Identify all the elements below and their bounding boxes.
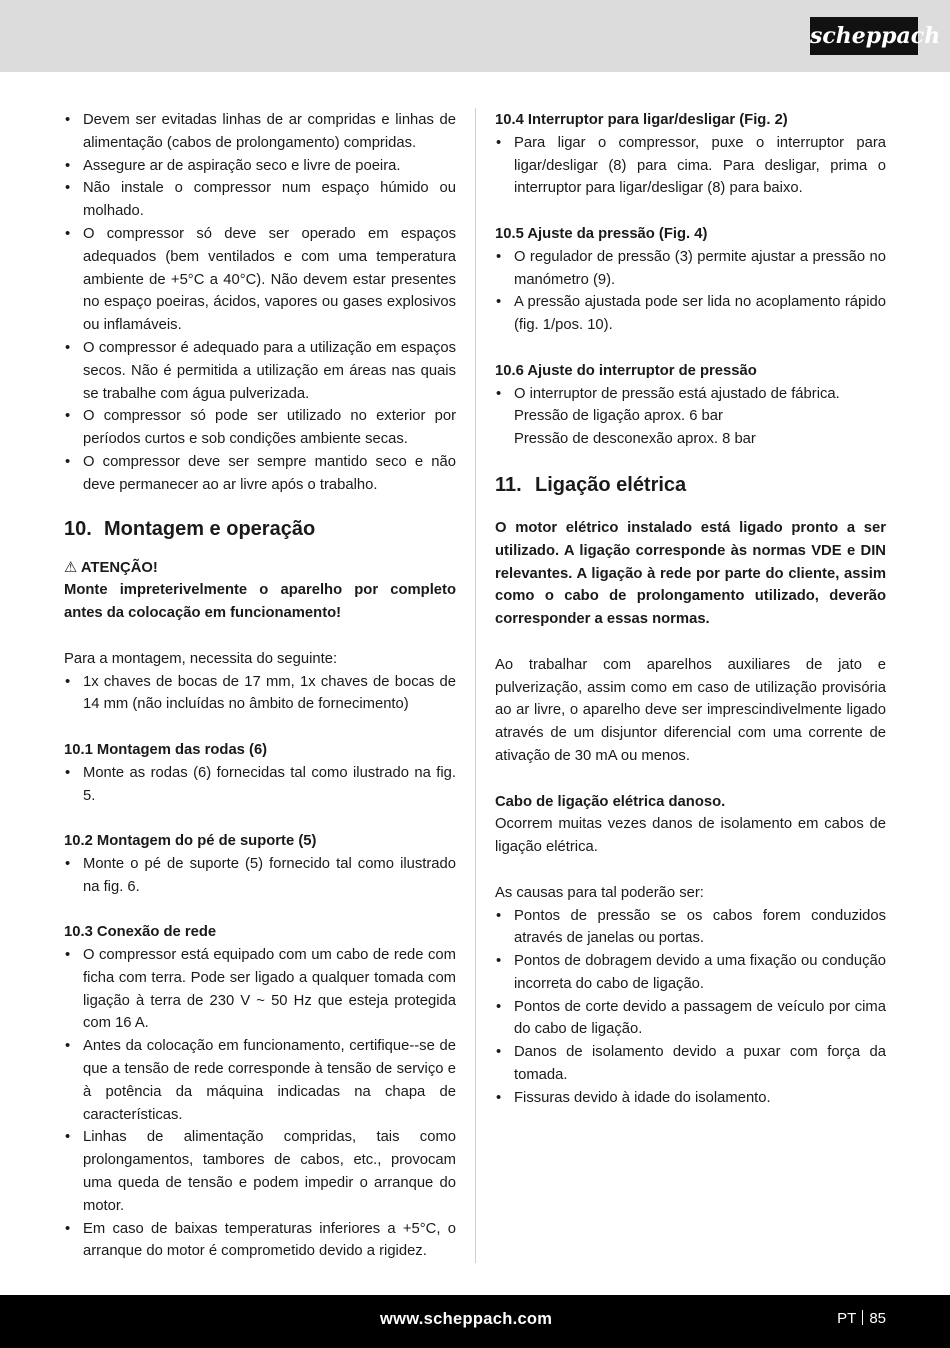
list-item: • Assegure ar de aspiração seco e livre de poeira. xyxy=(64,155,456,178)
warning-text: Monte impreterivelmente o aparelho por completo antes da colocação em funcionamento! xyxy=(64,582,456,622)
list-item: • 1x chaves de bocas de 17 mm, 1x chaves de bocas de 14 mm (não incluídas no âmbito de fornecimento) xyxy=(64,671,456,717)
list-item: • Pontos de dobragem devido a uma fixação ou condução incorreta do cabo de ligação. xyxy=(495,950,886,996)
list-item: • Danos de isolamento devido a puxar com força da tomada. xyxy=(495,1041,886,1087)
list-item: • O compressor só deve ser operado em espaços adequados (bem ventilados e com uma temperatura ambiente de +5°C a 40°C). Não devem estar presentes no espaço poeiras, ácidos, vapores ou gases explosivos ou inflamáveis. xyxy=(64,223,456,337)
list-item: • O compressor é adequado para a utilização em espaços secos. Não é permitida a utilização em áreas nas quais se trabalhe com água pulverizada. xyxy=(64,337,456,405)
electrical-notice: O motor elétrico instalado está ligado pronto a ser utilizado. A ligação corresponde às normas VDE e DIN relevantes. A ligação à rede por parte do cliente, assim como o cabo de prolongamento utilizado, deverão corresponder a essas normas. xyxy=(495,519,886,628)
subsection-10-2-list xyxy=(64,853,456,899)
list-item: • O interruptor de pressão está ajustado de fábrica. xyxy=(495,383,886,406)
section-number: 10. xyxy=(64,517,92,540)
right-column xyxy=(495,109,886,1110)
list-item: • O compressor deve ser sempre mantido seco e não deve permanecer ao ar livre após o trabalho. xyxy=(64,451,456,497)
subsection-10-3-list xyxy=(64,944,456,1263)
warning-title: ⚠ ATENÇÃO! xyxy=(64,559,158,576)
cable-damage-text: Ocorrem muitas vezes danos de isolamento em cabos de ligação elétrica. xyxy=(495,816,886,856)
list-item: • A pressão ajustada pode ser lida no acoplamento rápido (fig. 1/pos. 10). xyxy=(495,291,886,337)
list-item: • O compressor está equipado com um cabo de rede com ficha com terra. Pode ser ligado a qualquer tomada com ligação à terra de 230 V ~ 50 Hz que esteja protegida com 16 A. xyxy=(64,944,456,1035)
list-item: • Pontos de pressão se os cabos forem conduzidos através de janelas ou portas. xyxy=(495,905,886,951)
separator xyxy=(862,1310,863,1325)
page-info xyxy=(837,1310,886,1327)
subsection-10-4-title: 10.4 Interruptor para ligar/desligar (Fig. 2) xyxy=(495,112,788,128)
pressure-on-value: Pressão de ligação aprox. 6 bar xyxy=(514,408,723,425)
page-footer xyxy=(0,1295,950,1348)
section-number: 11. xyxy=(495,473,522,496)
page-number: 85 xyxy=(869,1310,886,1327)
section-11-heading xyxy=(495,471,886,499)
montagem-intro: Para a montagem, necessita do seguinte: xyxy=(64,650,338,667)
page-header xyxy=(0,0,950,72)
list-item: • O regulador de pressão (3) permite ajustar a pressão no manómetro (9). xyxy=(495,246,886,292)
causes-intro: As causas para tal poderão ser: xyxy=(495,884,704,901)
list-item: • O compressor só pode ser utilizado no exterior por períodos curtos e sob condições ambiente secas. xyxy=(64,405,456,451)
subsection-10-1-list xyxy=(64,762,456,808)
subsection-10-5-title: 10.5 Ajuste da pressão (Fig. 4) xyxy=(495,225,708,242)
brand-logo: scheppach xyxy=(810,17,918,55)
section-10-heading xyxy=(64,515,456,543)
safety-list xyxy=(64,109,456,497)
list-item: • Para ligar o compressor, puxe o interruptor para ligar/desligar (8) para cima. Para desligar, prima o interruptor para ligar/desligar (8) para baixo. xyxy=(495,132,886,200)
cable-damage-title: Cabo de ligação elétrica danoso. xyxy=(495,793,726,810)
subsection-10-5-list xyxy=(495,246,886,337)
list-item: • Não instale o compressor num espaço húmido ou molhado. xyxy=(64,177,456,223)
section-title: Montagem e operação xyxy=(104,517,316,540)
list-item: • Pontos de corte devido a passagem de veículo por cima do cabo de ligação. xyxy=(495,996,886,1042)
left-column xyxy=(64,109,456,1263)
rcd-paragraph: Ao trabalhar com aparelhos auxiliares de jato e pulverização, assim como em caso de utilização provisória ao ar livre, o aparelho deve ser imprescindivelmente ligado através de um disjuntor diferencial com uma corrente de ativação de 30 mA ou menos. xyxy=(495,656,886,764)
tools-list xyxy=(64,671,456,717)
website-link[interactable]: www.scheppach.com xyxy=(380,1310,553,1328)
subsection-10-2-title: 10.2 Montagem do pé de suporte (5) xyxy=(64,833,317,850)
list-item: • Devem ser evitadas linhas de ar compridas e linhas de alimentação (cabos de prolongamento) compridas. xyxy=(64,109,456,155)
list-item: • Antes da colocação em funcionamento, certifique--se de que a tensão de rede corresponde à tensão de serviço e à potência da máquina indicadas na chapa de características. xyxy=(64,1035,456,1126)
list-item: • Monte o pé de suporte (5) fornecido tal como ilustrado na fig. 6. xyxy=(64,853,456,899)
language-code: PT xyxy=(837,1310,857,1327)
list-item: • Linhas de alimentação compridas, tais como prolongamentos, tambores de cabos, etc., provocam uma queda de tensão e podem impedir o arranque do motor. xyxy=(64,1126,456,1217)
section-title: Ligação elétrica xyxy=(535,473,687,496)
column-divider xyxy=(475,108,476,1263)
list-item: • Fissuras devido à idade do isolamento. xyxy=(495,1087,886,1110)
subsection-10-1-title: 10.1 Montagem das rodas (6) xyxy=(64,741,268,758)
pressure-off-value: Pressão de desconexão aprox. 8 bar xyxy=(514,431,756,448)
causes-list xyxy=(495,905,886,1110)
subsection-10-4-list xyxy=(495,132,886,200)
list-item: • Em caso de baixas temperaturas inferiores a +5°C, o arranque do motor é comprometido devido a rigidez. xyxy=(64,1218,456,1264)
list-item: • Monte as rodas (6) fornecidas tal como ilustrado na fig. 5. xyxy=(64,762,456,808)
subsection-10-3-title: 10.3 Conexão de rede xyxy=(64,924,217,941)
subsection-10-6-list xyxy=(495,383,886,406)
subsection-10-6-title: 10.6 Ajuste do interruptor de pressão xyxy=(495,362,757,379)
